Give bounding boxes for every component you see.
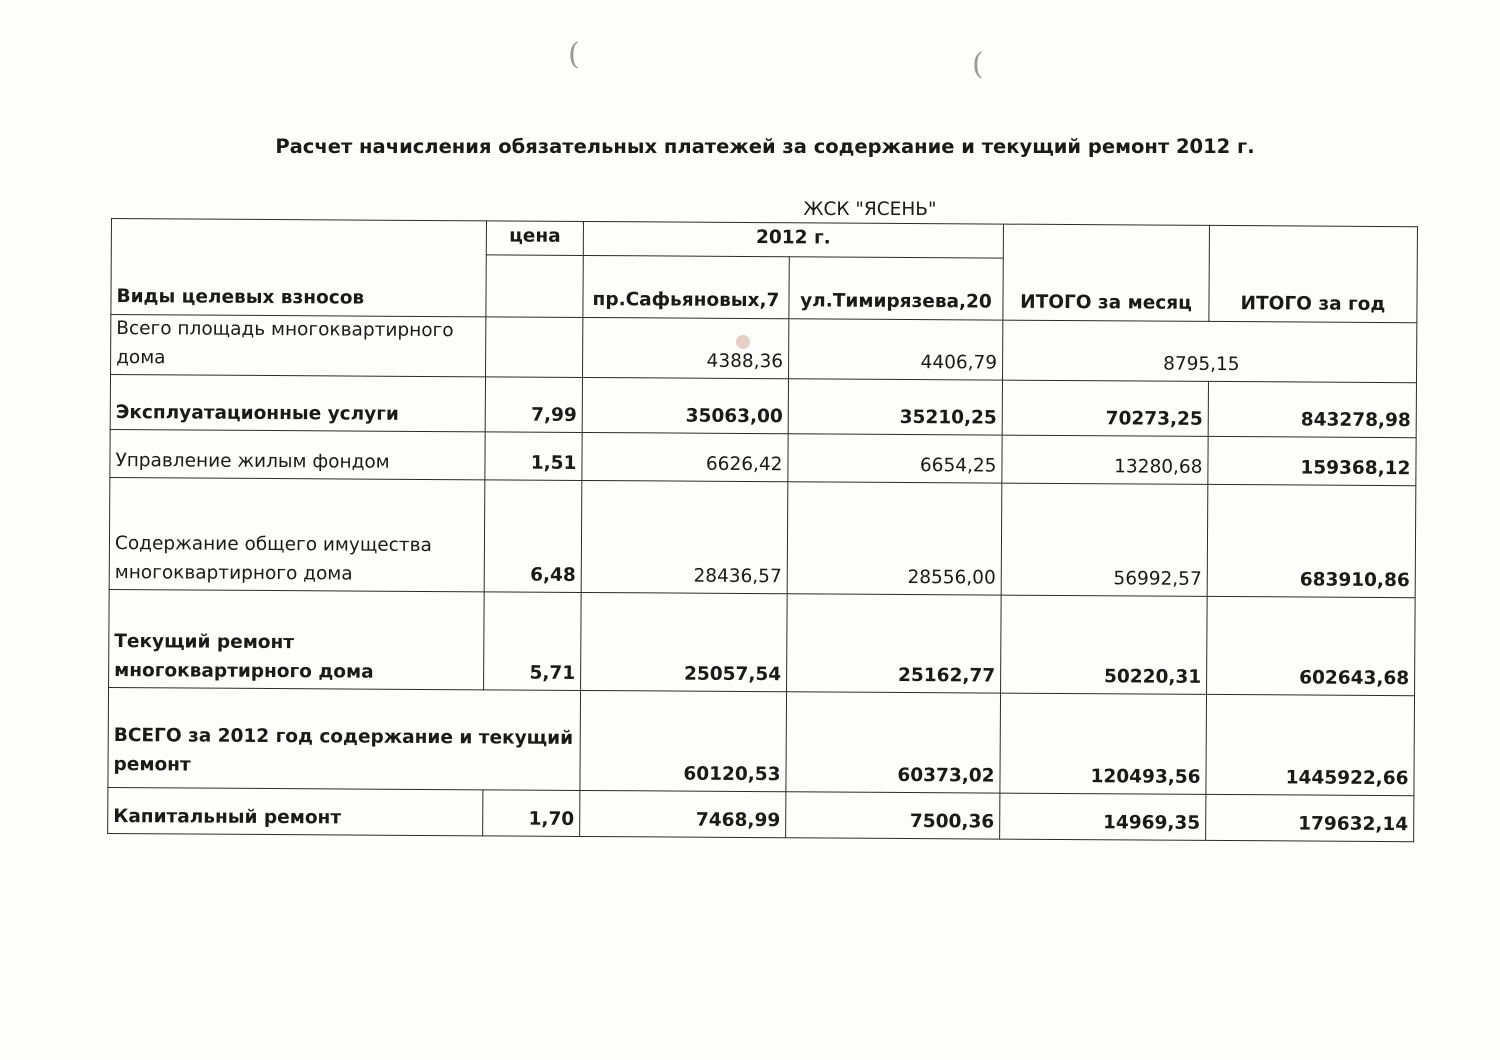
row-label: Управление жилым фондом (110, 430, 485, 480)
row-label: Текущий ремонт многоквартирного дома (109, 590, 485, 690)
row-year: 1445922,66 (1206, 695, 1415, 796)
row-price-empty (486, 317, 583, 378)
row-price: 5,71 (484, 592, 582, 691)
table-row (109, 478, 1416, 598)
header-year: 2012 г. (583, 221, 1003, 258)
table-row (109, 590, 1416, 696)
header-row-top (111, 219, 1417, 261)
row-year: 179632,14 (1206, 795, 1414, 842)
row-price: 6,48 (484, 480, 582, 593)
table-row (108, 788, 1414, 842)
row-label: Содержание общего имущества многоквартирного дома (109, 478, 485, 592)
row-addr1: 60120,53 (580, 691, 787, 792)
row-addr2: 4406,79 (789, 319, 1003, 381)
table-row (110, 375, 1416, 438)
ink-blot (736, 335, 750, 349)
header-total-month: ИТОГО за месяц (1003, 224, 1210, 321)
scan-mark-right: ( (972, 47, 984, 82)
row-year: 843278,98 (1208, 382, 1416, 438)
row-label: Всего площадь многоквартирного дома (111, 315, 486, 378)
row-addr2: 25162,77 (787, 594, 1002, 693)
header-addr1: пр.Сафьяновых,7 (583, 255, 789, 318)
row-label: Эксплуатационные услуги (110, 375, 485, 432)
row-price: 1,70 (483, 790, 580, 837)
header-types: Виды целевых взносов (111, 219, 487, 317)
row-price: 1,51 (485, 432, 582, 481)
row-month: 13280,68 (1002, 435, 1208, 484)
row-addr2: 60373,02 (786, 692, 1001, 793)
row-addr1: 6626,42 (582, 433, 788, 482)
row-year: 683910,86 (1207, 485, 1416, 598)
row-addr2: 7500,36 (786, 792, 1000, 839)
scan-mark-left: ( (568, 37, 580, 72)
row-addr1: 4388,36 (583, 317, 789, 379)
table-row-total (108, 688, 1415, 796)
row-month: 14969,35 (1000, 793, 1206, 840)
row-label: ВСЕГО за 2012 год содержание и текущий ремонт (108, 688, 581, 791)
row-addr1: 28436,57 (581, 481, 788, 594)
row-year: 602643,68 (1207, 597, 1416, 696)
row-area-total: 8795,15 (1002, 320, 1416, 383)
row-addr1: 35063,00 (582, 378, 788, 434)
row-addr1: 7468,99 (580, 791, 786, 838)
table-row (110, 430, 1416, 486)
row-month: 56992,57 (1001, 483, 1208, 596)
document-subtitle: ЖСК "ЯСЕНЬ" (803, 199, 937, 220)
row-label: Капитальный ремонт (108, 788, 483, 836)
payments-table (107, 218, 1418, 843)
document-title: Расчет начисления обязательных платежей за содержание и текущий ремонт 2012 г. (275, 135, 1255, 158)
header-addr2: ул.Тимирязева,20 (789, 257, 1003, 320)
row-addr1: 25057,54 (581, 593, 788, 692)
row-month: 70273,25 (1002, 380, 1208, 436)
row-month: 50220,31 (1001, 595, 1208, 694)
header-price: цена (486, 221, 583, 256)
row-year: 159368,12 (1208, 437, 1416, 486)
row-addr2: 28556,00 (787, 482, 1002, 595)
table-row-area (111, 315, 1417, 384)
row-addr2: 6654,25 (788, 434, 1002, 483)
header-total-year: ИТОГО за год (1209, 225, 1418, 322)
header-price-empty (486, 255, 583, 318)
row-price: 7,99 (485, 377, 582, 433)
row-addr2: 35210,25 (788, 379, 1002, 435)
row-month: 120493,56 (1000, 693, 1207, 794)
